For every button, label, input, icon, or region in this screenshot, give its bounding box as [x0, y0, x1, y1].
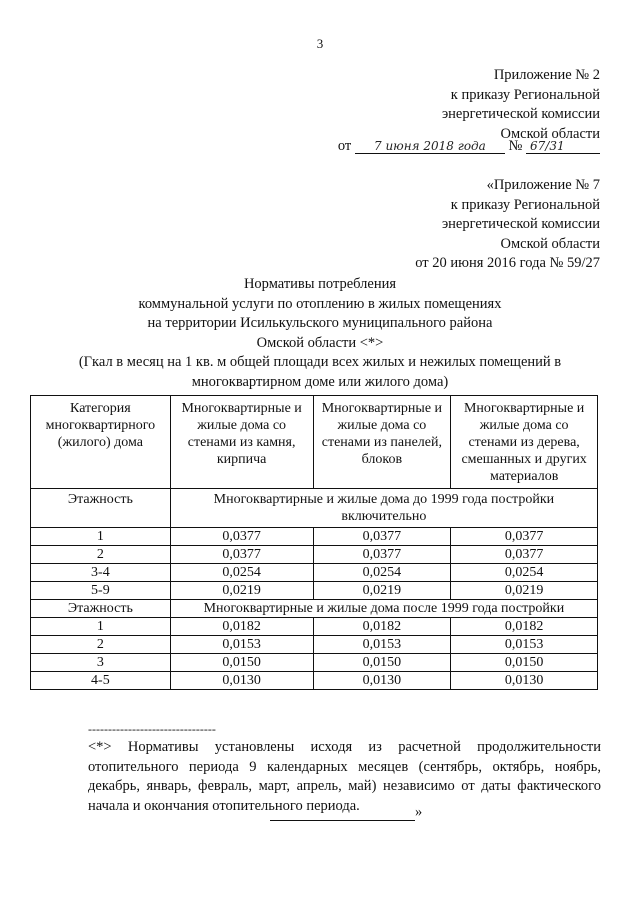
appendix-line: «Приложение № 7	[486, 177, 600, 193]
table-row	[31, 546, 598, 564]
appendix-line: энергетической комиссии	[441, 106, 600, 122]
appendix-current-header	[442, 66, 600, 144]
table-cell: 0,0130	[313, 672, 451, 690]
table-row	[31, 636, 598, 654]
table-cell: 0,0182	[170, 618, 313, 636]
table-cell: 0,0150	[313, 654, 451, 672]
table-cell: 0,0182	[313, 618, 451, 636]
table-row	[31, 618, 598, 636]
order-prefix: от	[337, 138, 352, 154]
page-number: 3	[316, 36, 324, 51]
table-row	[31, 672, 598, 690]
table-cell: 0,0377	[451, 528, 598, 546]
table-cell: 0,0377	[313, 546, 451, 564]
title-line: коммунальной услуги по отоплению в жилых помещениях	[138, 295, 502, 312]
table-cell: 0,0219	[451, 582, 598, 600]
appendix-line: Приложение № 2	[493, 67, 600, 83]
table-cell: 0,0153	[451, 636, 598, 654]
handwritten-order-number: 67/31	[526, 139, 600, 154]
header-cell: Категория многоквартирного (жилого) дома	[31, 396, 171, 489]
table-cell: 0,0377	[170, 528, 313, 546]
table-cell: 0,0254	[451, 564, 598, 582]
closing-line	[270, 804, 422, 821]
appendix-line: к приказу Региональной	[450, 86, 600, 103]
handwritten-order-date: 7 июня 2018 года	[355, 139, 505, 154]
table-cell: 3-4	[31, 564, 171, 582]
table-cell: 4-5	[31, 672, 171, 690]
title-line: (Гкал в месяц на 1 кв. м общей площади всех жилых и нежилых помещений в	[78, 354, 562, 370]
title-line: на территории Исилькульского муниципального района	[147, 315, 493, 331]
group-label: Этажность	[31, 600, 171, 618]
group-caption: Многоквартирные и жилые дома после 1999 года постройки	[170, 600, 597, 618]
table-cell: 0,0254	[170, 564, 313, 582]
table-cell: 0,0130	[451, 672, 598, 690]
table-cell: 0,0219	[313, 582, 451, 600]
closing-quote: »	[415, 804, 423, 820]
title-line: Омской области <*>	[256, 334, 384, 351]
appendix-original-header	[415, 176, 600, 274]
table-cell: 0,0150	[451, 654, 598, 672]
table-cell: 0,0153	[170, 636, 313, 654]
group-label: Этажность	[31, 489, 171, 528]
table-cell: 0,0182	[451, 618, 598, 636]
order-number-prefix: №	[508, 138, 523, 154]
group-header-row	[31, 600, 598, 618]
table-cell: 2	[31, 546, 171, 564]
table-cell: 0,0219	[170, 582, 313, 600]
appendix-line: энергетической комиссии	[441, 216, 600, 232]
header-cell: Многоквартирные и жилые дома со стенами из камня, кирпича	[170, 396, 313, 489]
table-cell: 1	[31, 528, 171, 546]
appendix-line: к приказу Региональной	[450, 196, 600, 213]
table-cell: 0,0150	[170, 654, 313, 672]
closing-underline	[270, 806, 415, 821]
appendix-line: Омской области	[500, 235, 600, 252]
title-line: многоквартирном доме или жилого дома)	[191, 373, 449, 390]
table-header-row	[31, 396, 598, 489]
norms-table	[30, 395, 598, 690]
table-cell: 3	[31, 654, 171, 672]
table-cell: 5-9	[31, 582, 171, 600]
table-row	[31, 654, 598, 672]
table-cell: 2	[31, 636, 171, 654]
title-line: Нормативы потребления	[243, 276, 397, 292]
group-header-row	[31, 489, 598, 528]
table-row	[31, 528, 598, 546]
table-cell: 0,0130	[170, 672, 313, 690]
table-cell: 1	[31, 618, 171, 636]
table-cell: 0,0377	[170, 546, 313, 564]
table-cell: 0,0254	[313, 564, 451, 582]
table-row	[31, 564, 598, 582]
header-cell: Многоквартирные и жилые дома со стенами из панелей, блоков	[313, 396, 451, 489]
document-title	[20, 275, 620, 392]
table-row	[31, 582, 598, 600]
group-caption: Многоквартирные и жилые дома до 1999 года постройки включительно	[170, 489, 597, 528]
table-cell: 0,0377	[451, 546, 598, 564]
header-cell: Многоквартирные и жилые дома со стенами из дерева, смешанных и других материалов	[451, 396, 598, 489]
footnote-text: <*> Нормативы установлены исходя из расчетной продолжительности отопительного периода 9 календарных месяцев (сентябрь, октябрь, ноябрь, декабрь, январь, февраль, март, апрель, май) независимо от даты фактического начала и окончания отопительного периода.	[88, 739, 601, 814]
order-reference	[338, 138, 600, 155]
table-cell: 0,0153	[313, 636, 451, 654]
appendix-line: от 20 июня 2016 года № 59/27	[415, 255, 600, 271]
table-cell: 0,0377	[313, 528, 451, 546]
appendix-line: Омской области	[500, 125, 600, 142]
footnote-separator: --------------------------------	[88, 722, 216, 736]
